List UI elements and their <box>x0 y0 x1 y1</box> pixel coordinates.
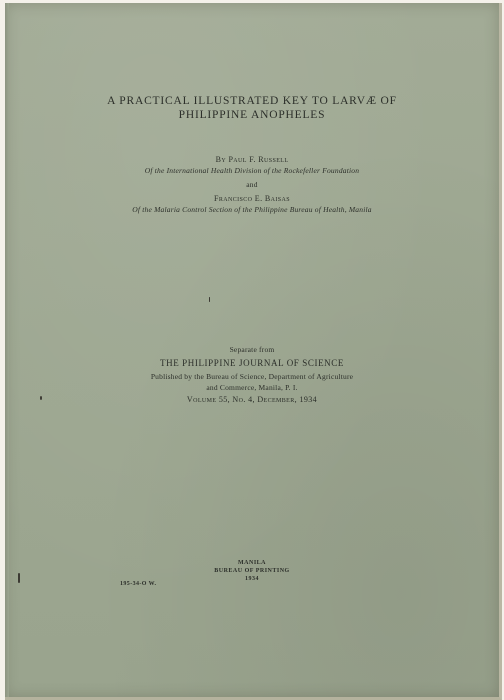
journal-title: THE PHILIPPINE JOURNAL OF SCIENCE <box>160 358 344 368</box>
author-2-affiliation: Of the Malaria Control Section of the Philippine Bureau of Health, Manila <box>132 205 372 214</box>
pamphlet-cover <box>5 3 502 700</box>
title-line-1: A PRACTICAL ILLUSTRATED KEY TO LARVÆ OF <box>107 95 397 107</box>
author-2-name: Francisco E. Baisas <box>214 194 290 203</box>
print-code: 195-34-O W. <box>120 581 157 587</box>
paper-blemish <box>40 396 42 400</box>
imprint-city: MANILA <box>238 560 266 566</box>
author-conjunction: and <box>246 180 258 189</box>
paper-blemish <box>209 297 210 302</box>
imprint-printer: BUREAU OF PRINTING <box>214 568 290 574</box>
volume-line: Volume 55, No. 4, December, 1934 <box>186 395 318 404</box>
publisher-line-1: Published by the Bureau of Science, Department of Agriculture <box>150 372 354 381</box>
imprint-year: 1934 <box>245 576 259 582</box>
paper-blemish <box>18 573 20 583</box>
author-1-affiliation: Of the International Health Division of the Rockefeller Foundation <box>144 166 360 175</box>
author-1-name: By Paul F. Russell <box>215 155 289 164</box>
title-line-2: PHILIPPINE ANOPHELES <box>178 109 326 121</box>
publisher-line-2: and Commerce, Manila, P. I. <box>206 383 298 392</box>
separate-from-label: Separate from <box>229 345 275 354</box>
